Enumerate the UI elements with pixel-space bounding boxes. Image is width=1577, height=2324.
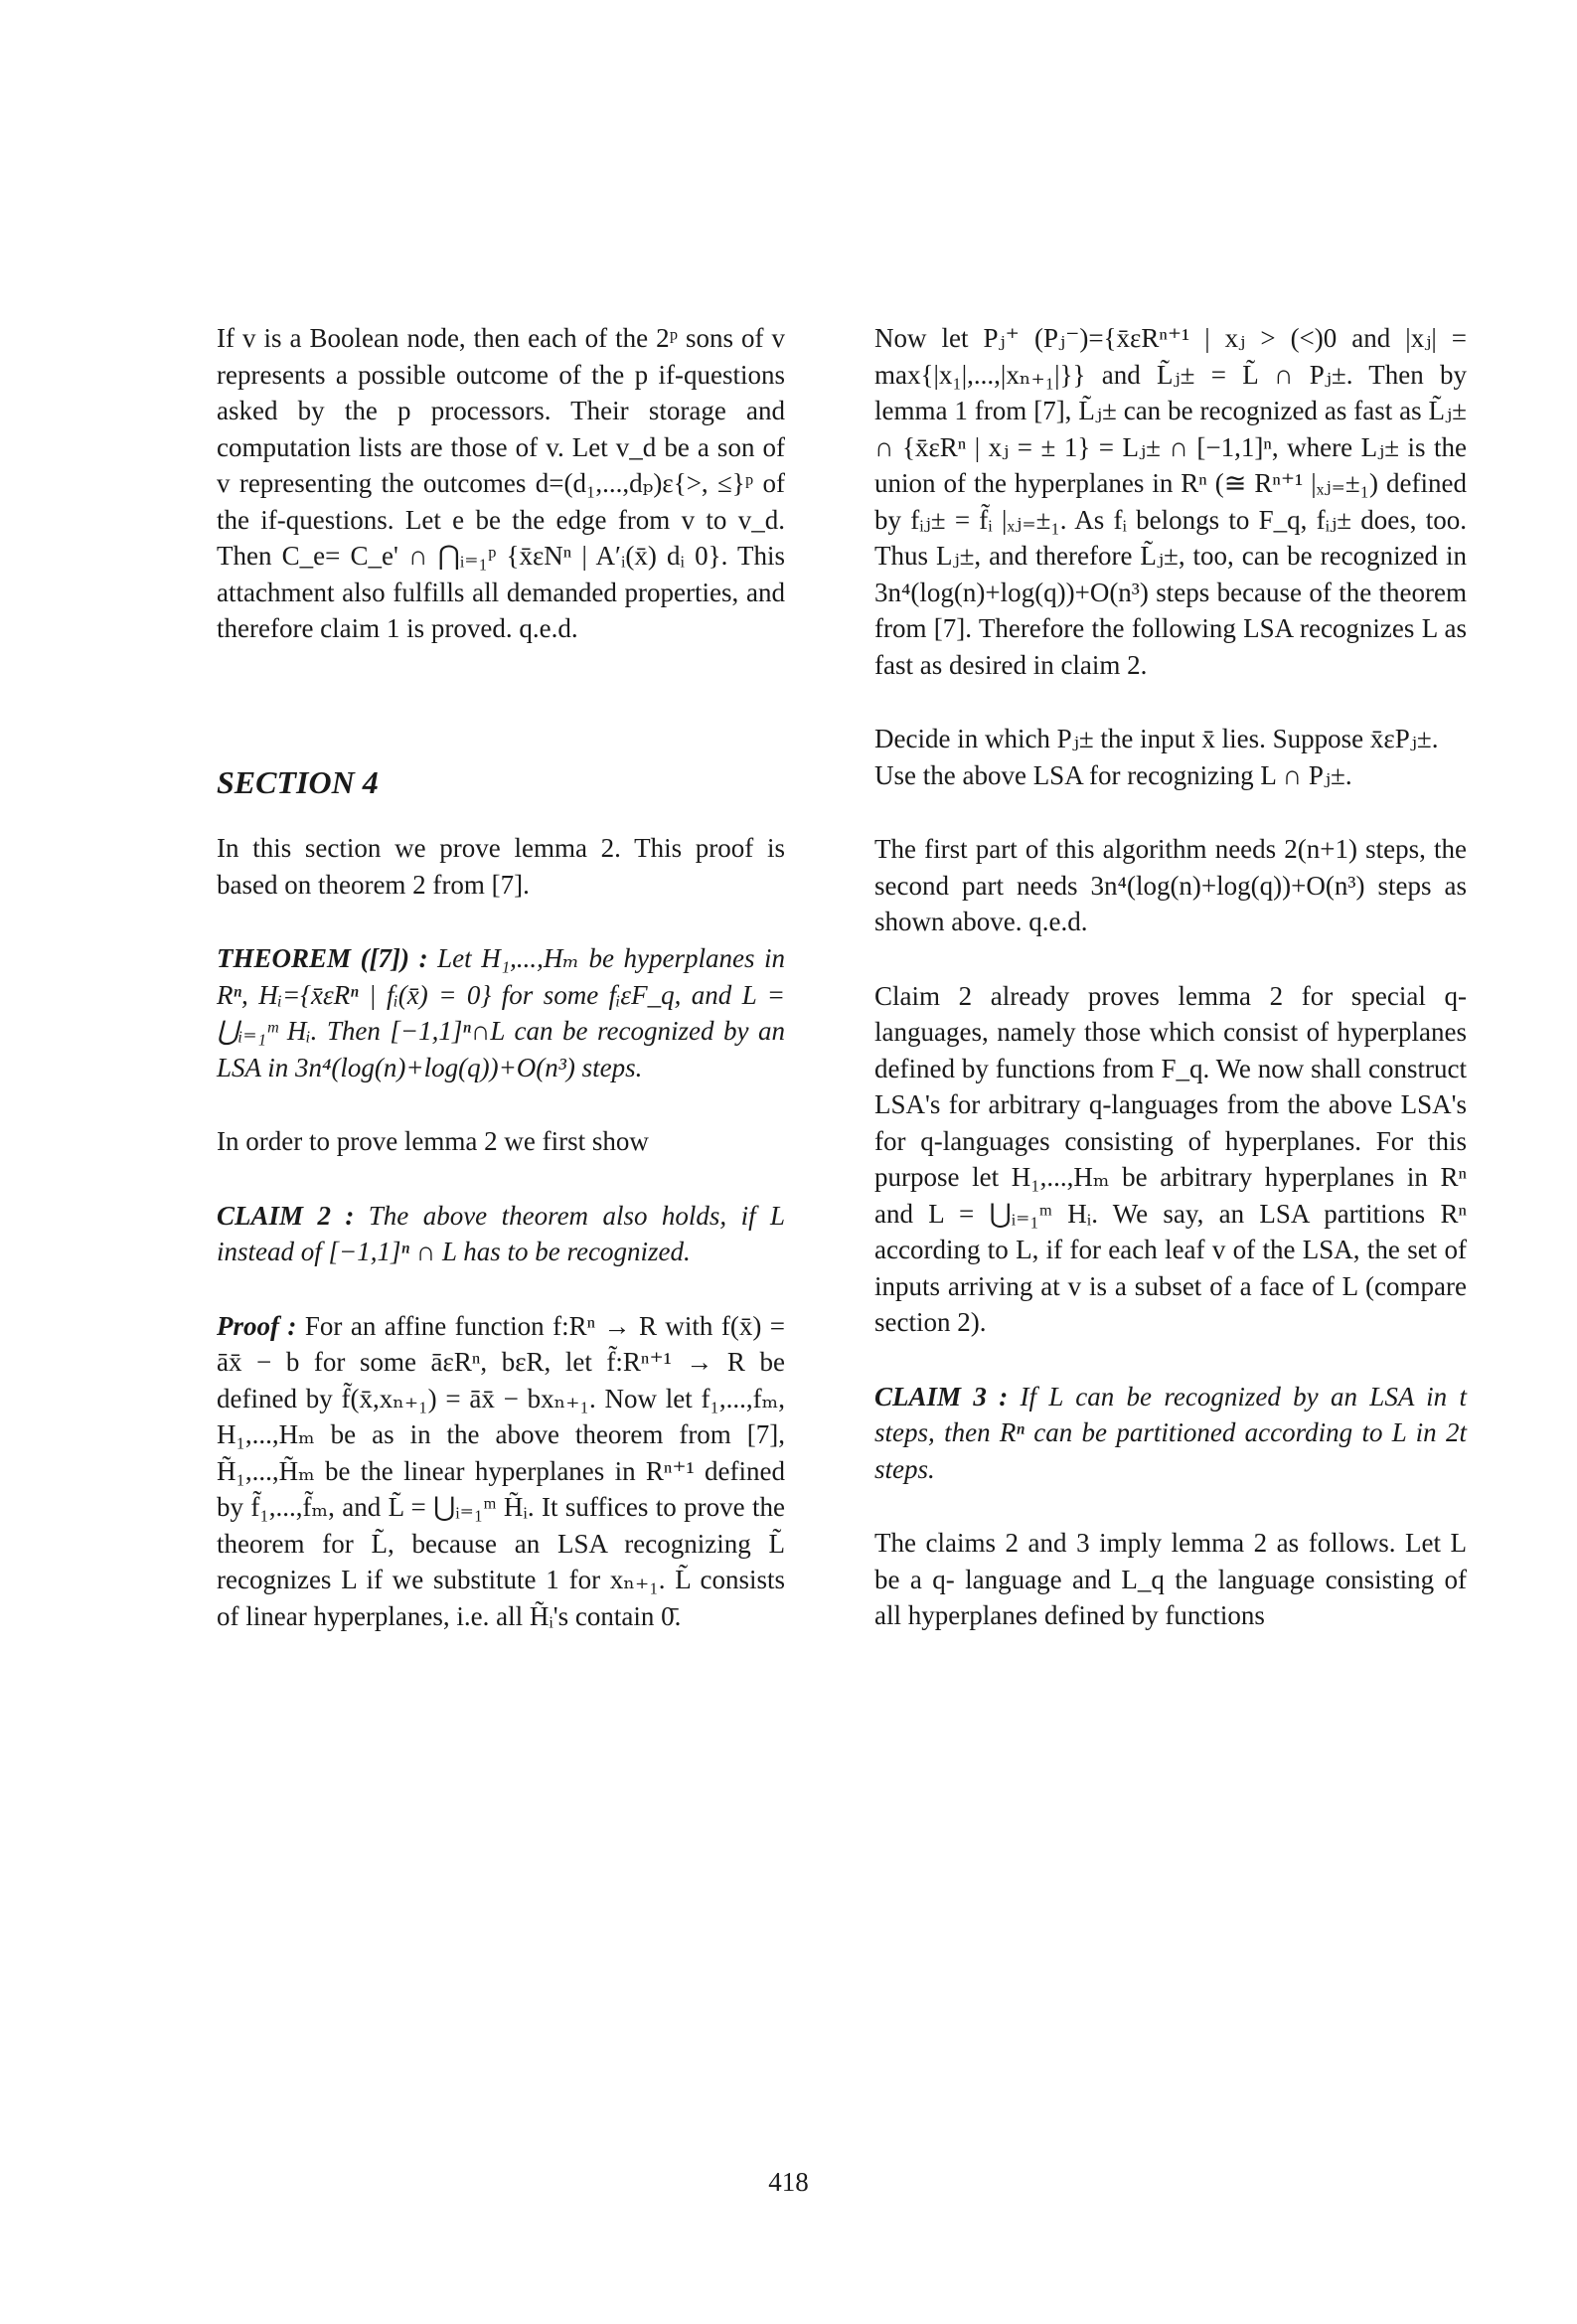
claim-2 <box>217 1198 785 1270</box>
theorem-statement <box>217 940 785 1085</box>
proof-label: Proof : <box>217 1310 297 1341</box>
theorem-label: THEOREM ([7]) : <box>217 943 428 973</box>
page-number: 418 <box>768 2167 809 2197</box>
proof-text: For an affine function f:Rⁿ → R with f(x̄) = āx̄ − b for some āεRⁿ, bεR, let f̃:Rⁿ⁺¹ → R be defined by f̃(x̄,xₙ₊₁) = āx̄ − bxₙ₊₁. Now let f₁,...,fₘ, H₁,...,Hₘ be as in the above theorem from [7], H̃₁,...,H̃ₘ be the linear hyperplanes in Rⁿ⁺¹ defined by f̃₁,...,f̃ₘ, and L̃ = ⋃ᵢ₌₁ᵐ H̃ᵢ. It suffices to prove the theorem for L̃, because an LSA recognizing L̃ recognizes L if we substitute 1 for xₙ₊₁. L̃ consists of linear hyperplanes, i.e. all H̃ᵢ's contain 0̄. <box>217 1310 786 1631</box>
section-heading: SECTION 4 <box>217 763 379 800</box>
paragraph-section-intro: In this section we prove lemma 2. This proof is based on theorem 2 from [7]. <box>217 833 785 900</box>
paragraph-pj-definition: Now let Pⱼ⁺ (Pⱼ⁻)={x̄εRⁿ⁺¹ | xⱼ > (<)0 and |xⱼ| = max{|x₁|,...,|xₙ₊₁|}} and L̃ⱼ± = L̃ ∩ Pⱼ±. Then by lemma 1 from [7], L̃ⱼ± can be recognized as fast as L̃ⱼ± ∩ {x̄εRⁿ | xⱼ = ± 1} = Lⱼ± ∩ [−1,1]ⁿ, where Lⱼ± is the union of the hyperplanes in Rⁿ (≅ Rⁿ⁺¹ |ₓⱼ₌±₁) defined by fᵢⱼ± = f̃ᵢ |ₓⱼ₌±₁. As fᵢ belongs to F_q, fᵢⱼ± does, too. Thus Lⱼ±, and therefore L̃ⱼ±, too, can be recognized in 3n⁴(log(n)+log(q))+O(n³) steps because of the theorem from [7]. Therefore the following LSA recognizes L as fast as desired in claim 2. <box>874 323 1467 680</box>
paragraph-boolean-node: If v is a Boolean node, then each of the 2ᵖ sons of v represents a possible outcome of the p if-questions asked by the p processors. Their storage and computation lists are those of v. Let v_d be a son of v representing the outcomes d=(d₁,...,dₚ)ε{>, ≤}ᵖ of the if-questions. Let e be the edge from v to v_d. Then C_e= C_e' ∩ ⋂ᵢ₌₁ᵖ {x̄εNⁿ | A′ᵢ(x̄) dᵢ 0}. This attachment also fulfills all demanded properties, and therefore claim 1 is proved. q.e.d. <box>217 323 785 643</box>
paragraph-algorithm-cost: The first part of this algorithm needs 2(n+1) steps, the second part needs 3n⁴(log(n)+log(q))+O(n³) steps as shown above. q.e.d. <box>874 834 1467 936</box>
claim-2-text: The above theorem also holds, if L instead of [−1,1]ⁿ ∩ L has to be recognized. <box>217 1200 785 1266</box>
paragraph-claim-2-discussion: Claim 2 already proves lemma 2 for special q-languages, namely those which consist of hyperplanes defined by functions from F_q. We now shall construct LSA's for arbitrary q-languages from the above LSA's for q-languages consisting of hyperplanes. For this purpose let H₁,...,Hₘ be arbitrary hyperplanes in Rⁿ and L = ⋃ᵢ₌₁ᵐ Hᵢ. We say, an LSA partitions Rⁿ according to L, if for each leaf v of the LSA, the set of inputs arriving at v is a subset of a face of L (compare section 2). <box>874 980 1467 1337</box>
left-column <box>217 320 785 1634</box>
algorithm-step-2: Use the above LSA for recognizing L ∩ Pⱼ±. <box>874 759 1352 790</box>
right-column <box>874 320 1467 1634</box>
claim-3-text: If L can be recognized by an LSA in t steps, then Rⁿ can be partitioned according to L in 2t steps. <box>874 1381 1467 1484</box>
theorem-text: Let H₁,...,Hₘ be hyperplanes in Rⁿ, Hᵢ={x̄εRⁿ | fᵢ(x̄) = 0} for some fᵢεF_q, and L = ⋃ᵢ₌₁ᵐ Hᵢ. Then [−1,1]ⁿ∩L can be recognized by an LSA in 3n⁴(log(n)+log(q))+O(n³) steps. <box>217 943 786 1082</box>
paragraph-claims-imply: The claims 2 and 3 imply lemma 2 as follows. Let L be a q- language and L_q the language consisting of all hyperplanes defined by functions <box>874 1528 1467 1630</box>
paragraph-first-show: In order to prove lemma 2 we first show <box>217 1126 649 1156</box>
claim-3-label: CLAIM 3 : <box>874 1381 1009 1411</box>
algorithm-step-1: Decide in which Pⱼ± the input x̄ lies. Suppose x̄εPⱼ±. <box>874 724 1439 753</box>
claim-2-label: CLAIM 2 : <box>217 1200 355 1231</box>
claim-3 <box>874 1379 1467 1488</box>
proof <box>217 1308 785 1635</box>
